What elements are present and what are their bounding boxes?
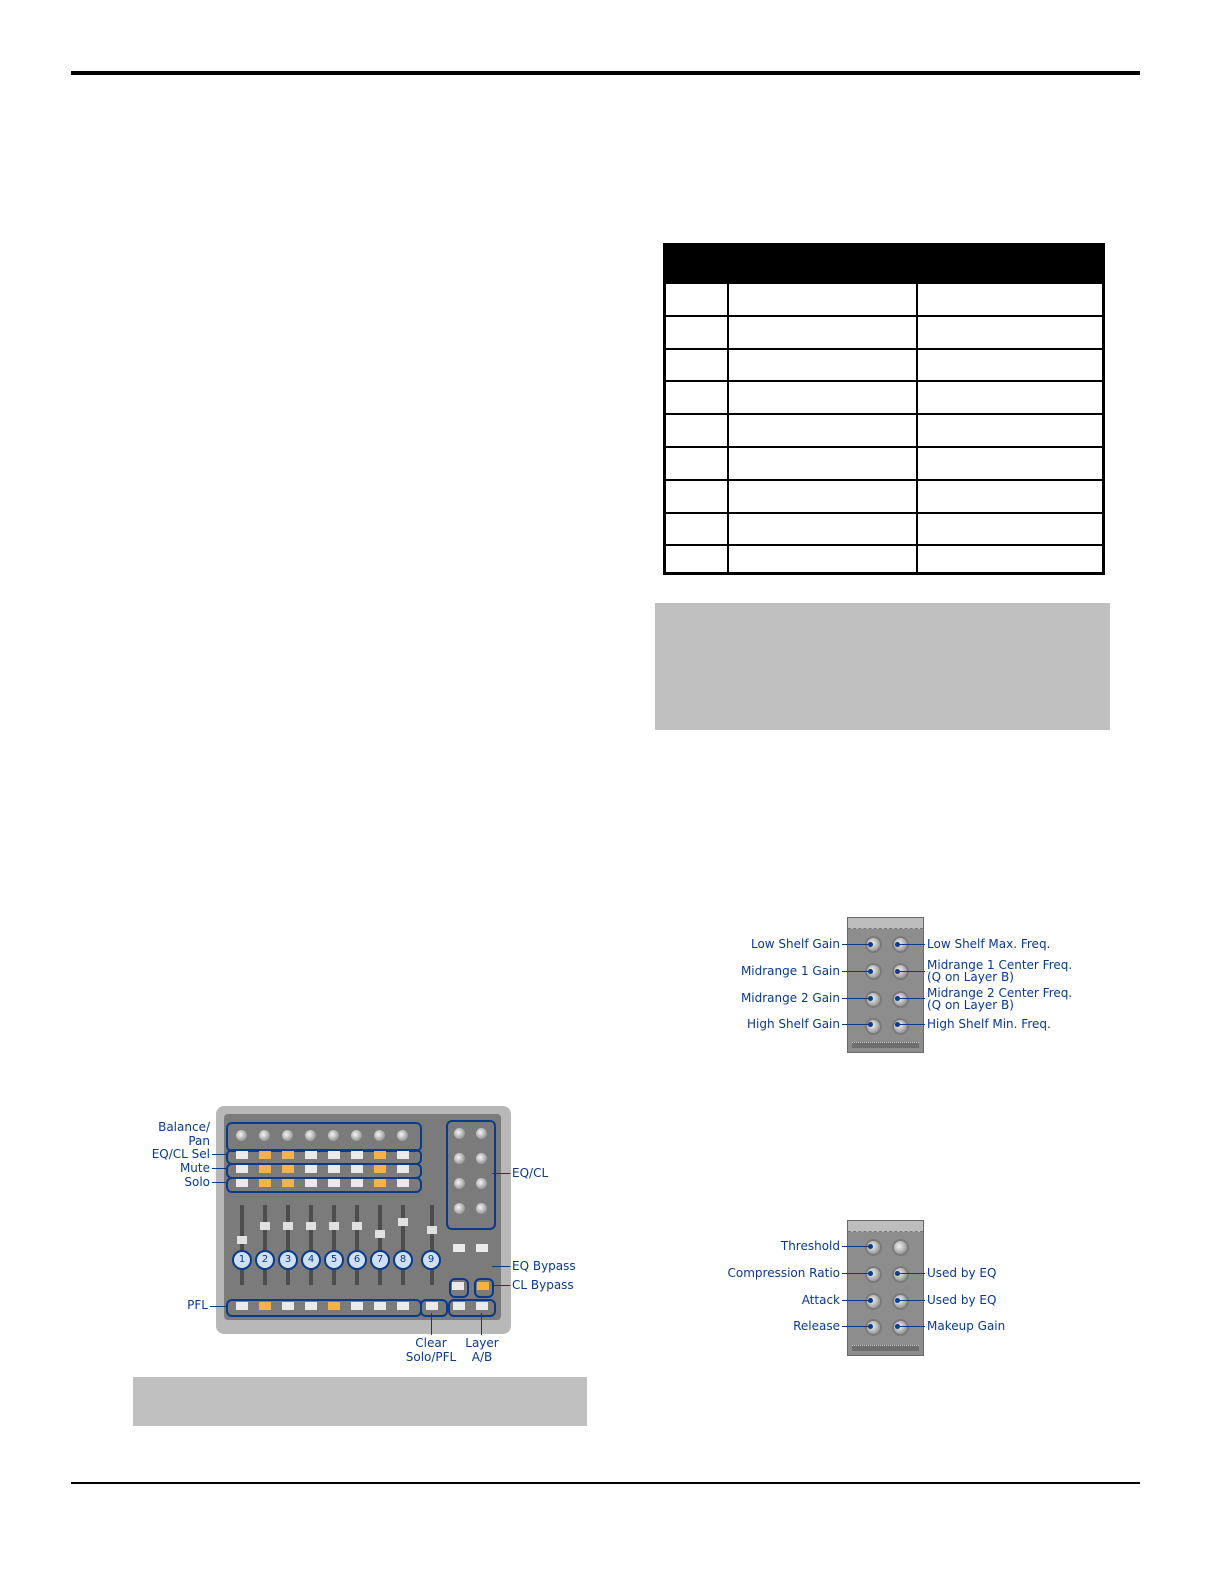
table-column-divider — [916, 246, 918, 572]
balance-pan-highlight — [226, 1122, 422, 1152]
comp-left-label: Attack — [801, 1293, 840, 1307]
eq-left-label: Midrange 1 Gain — [740, 964, 840, 978]
mute-label: Mute — [179, 1161, 210, 1175]
clear-label-1: Clear — [415, 1336, 447, 1350]
solo-highlight — [226, 1177, 422, 1193]
comp-strip-photo — [847, 1220, 924, 1356]
pan-knob-icon — [236, 1130, 247, 1141]
table-row — [666, 512, 1102, 544]
pan-knob-icon — [374, 1130, 385, 1141]
eq-strip-photo — [847, 917, 924, 1053]
pan-knob-icon — [259, 1130, 270, 1141]
eq-right-label: High Shelf Min. Freq. — [927, 1017, 1051, 1031]
channel-number: 2 — [255, 1250, 275, 1270]
knob-icon — [894, 1241, 907, 1254]
solo-label: Solo — [184, 1175, 210, 1189]
eq-right-label-sub: (Q on Layer B) — [927, 998, 1014, 1012]
channel-number: 9 — [421, 1250, 441, 1270]
eq-left-label: Midrange 2 Gain — [740, 991, 840, 1005]
layer-label-2: A/B — [471, 1350, 493, 1364]
channel-number: 1 — [232, 1250, 252, 1270]
pfl-label: PFL — [187, 1298, 208, 1312]
eq-left-label: Low Shelf Gain — [750, 937, 840, 951]
channel-number: 8 — [393, 1250, 413, 1270]
eq-right-label: Low Shelf Max. Freq. — [927, 937, 1051, 951]
clear-label-2: Solo/PFL — [405, 1350, 457, 1364]
table-column-divider — [727, 246, 729, 572]
footer-rule — [71, 1482, 1140, 1484]
comp-left-label: Release — [793, 1319, 840, 1333]
layer-label-1: Layer — [465, 1336, 499, 1350]
caption-box — [133, 1377, 587, 1426]
header-rule — [71, 71, 1140, 75]
table-row — [666, 315, 1102, 347]
pan-knob-icon — [397, 1130, 408, 1141]
balance-pan-label-2: Pan — [188, 1134, 210, 1148]
table-row — [666, 380, 1102, 412]
eq-cl-highlight — [446, 1120, 496, 1230]
comp-right-label: Used by EQ — [927, 1266, 997, 1280]
table-row — [666, 544, 1102, 576]
cl-bypass-label: CL Bypass — [512, 1278, 574, 1292]
eq-right-label: Midrange 2 Center Freq. — [927, 986, 1073, 1000]
eq-cl-sel-label: EQ/CL Sel — [151, 1147, 210, 1161]
pan-knob-icon — [351, 1130, 362, 1141]
table-row — [666, 348, 1102, 380]
data-table — [663, 243, 1105, 575]
table-row — [666, 479, 1102, 511]
comp-right-label: Makeup Gain — [927, 1319, 1006, 1333]
balance-pan-label-1: Balance/ — [158, 1120, 210, 1134]
channel-number: 4 — [301, 1250, 321, 1270]
pan-knob-icon — [328, 1130, 339, 1141]
table-row — [666, 413, 1102, 445]
eq-right-label: Midrange 1 Center Freq. — [927, 958, 1073, 972]
channel-number: 7 — [370, 1250, 390, 1270]
eq-bypass-label: EQ Bypass — [512, 1259, 576, 1273]
eq-right-label-sub: (Q on Layer B) — [927, 970, 1014, 984]
pfl-highlight — [226, 1299, 422, 1317]
channel-number: 3 — [278, 1250, 298, 1270]
table-row — [666, 282, 1102, 314]
channel-number: 5 — [324, 1250, 344, 1270]
table-row — [666, 446, 1102, 478]
comp-right-label: Used by EQ — [927, 1293, 997, 1307]
table-header — [666, 246, 1102, 282]
channel-number: 6 — [347, 1250, 367, 1270]
pan-knob-icon — [305, 1130, 316, 1141]
eq-left-label: High Shelf Gain — [747, 1017, 840, 1031]
pan-knob-icon — [282, 1130, 293, 1141]
comp-left-label: Threshold — [780, 1239, 840, 1253]
note-box — [655, 603, 1110, 730]
comp-left-label: Compression Ratio — [727, 1266, 840, 1280]
eq-cl-label: EQ/CL — [512, 1166, 549, 1180]
